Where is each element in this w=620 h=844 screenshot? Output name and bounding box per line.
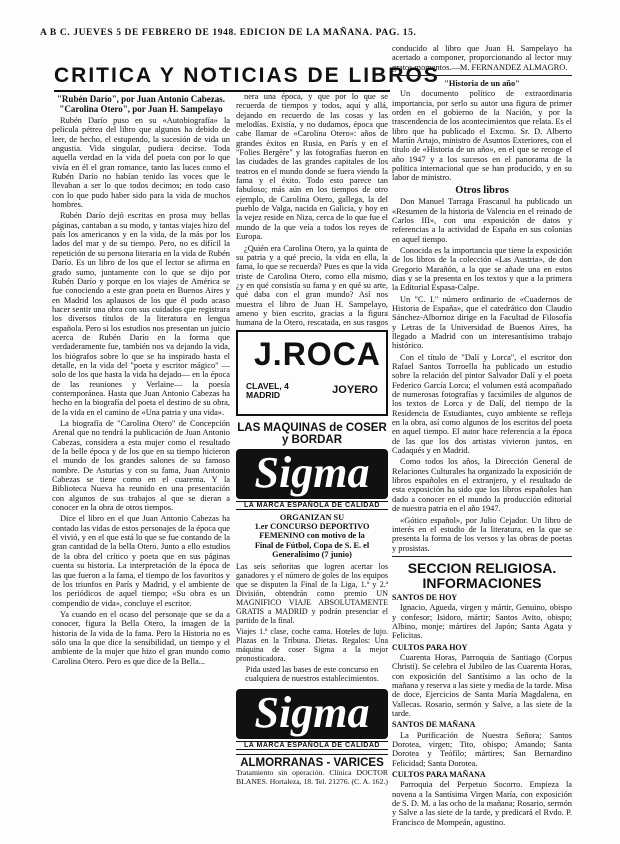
sigma-logo: Sigma bbox=[236, 449, 388, 499]
article-heading: "Rubén Darío", por Juan Antonio Cabezas. "Carolina Otero", por Juan H. Sampelayo bbox=[56, 94, 226, 114]
sigma-organizan: ORGANIZAN SU bbox=[279, 513, 345, 522]
page-header: A B C. JUEVES 5 DE FEBRERO DE 1948. EDICION DE LA MAÑANA. PAG. 15. bbox=[40, 28, 417, 38]
article-paragraph: Dice el libro en el que Juan Antonio Cabezas ha contado las vidas de estos personajes de la época que él vivió, y en el que está lo que se fue contando de la gran cantidad de la bella Otero. Junto a ello estudios de la obra del crítico y poeta que en sus páginas cuenta su historia. La interpretación de la época de las que fueron a la fama, el tiempo de los favoritos y de los triunfos en París y Madrid, y el ambiente de los periódicos de aquel tiempo; «Su obra es un compendio de vida», concluye el escritor. bbox=[52, 514, 230, 608]
article-paragraph: Un "C. I." número ordinario de «Cuadernos de Historia de España», que el catedrático don Claudio Sánchez-Albornoz dirige en la Facultad de Filosofía y Letras de la Universidad de Buenos Aires, ha llegado a Madrid con un interesantísimo trabajo histórico. bbox=[392, 294, 572, 351]
article-paragraph: Como todos los años, la Dirección General de Relaciones Culturales ha organizado la exposición de libros españoles en el extranjero, y el resultado de esta exposición ha sido que los libros españoles han dado a conocer en el mundo la producción editorial de nuestra patria en el año 1947. bbox=[392, 457, 572, 514]
article-paragraph: conducido al libro que Juan H. Sampelayo ha acertado a componer, proporcionando al lector muy gratos momentos.—M. FERNANDEZ ALMAGRO. bbox=[392, 44, 572, 72]
article-paragraph: Un documento político de extraordinaria importancia, por serlo su autor una figura de primer orden en el gobierno de la Nación, y por la trascendencia de los acontecimientos que relata. Es el libro que ha publicado el Excmo. Sr. D. Alberto Martín Artajo, ministro de Asuntos Exteriores, con el título de «Historia de un año», en el que se recoge el año 1947 y a los sucesos en el panorama de la política internacional que se han producido, y en su labor de ministro. bbox=[392, 89, 572, 183]
column-2-text bbox=[236, 92, 388, 328]
article-heading: Otros libros bbox=[455, 184, 509, 196]
roca-trade: JOYERO bbox=[332, 384, 378, 396]
subsection-heading: SANTOS DE MAÑANA bbox=[392, 720, 476, 730]
sigma-headline: LAS MAQUINAS de COSER y BORDAR bbox=[237, 422, 387, 446]
article-paragraph: Don Manuel Tarraga Frascanul ha publicado un «Resumen de la historia de Valencia en el reinado de Carlos III», con una exposición de datos y referencias a la actividad de España en sus colonias en aquel tiempo. bbox=[392, 197, 572, 244]
almorranas-headline: ALMORRANAS - VARICES bbox=[236, 754, 388, 769]
sigma-tagline: LA MARCA ESPAÑOLA DE CALIDAD bbox=[236, 501, 388, 510]
article-paragraph: La biografía de "Carolina Otero" de Concepción Arenal que no tendrá la publicación de Juan Antonio Cabezas, considera a esta mujer como el resultado de la belle época y de los que en su tiempo hicieron el mundo de los grandes salones de su famoso nombre. De Asturias y con su fama, Juan Antonio Cabezas se tiene como en el cuarenta. Y la Biblioteca Nueva ha reunido en una presentación con algunos de sus trabajos al que se dieran a conocer en la obra de otros tiempos. bbox=[52, 419, 230, 513]
sigma-tagline-2: LA MARCA ESPAÑOLA DE CALIDAD bbox=[236, 741, 388, 750]
article-paragraph: «Gótico español», por Julio Cejador. Un libro de interés en el estudio de la literatura, en la que se presenta la forma de los versos y las obras de poetas y prosistas. bbox=[392, 515, 572, 553]
section-title: CRITICA Y NOTICIAS DE LIBROS bbox=[54, 64, 390, 92]
sigma-event: Final de Fútbol, Copa de S. E. el Generalísimo (7 junio) bbox=[254, 540, 370, 559]
roca-jeweler-ad bbox=[236, 330, 388, 416]
article-paragraph: nera una época, y que por lo que se recuerda de tiempos y todos, aquí y allá, dejando en recuerdo de las cosas y las melodías. Existía, y no dudamos, época que cabe llamar de «Carolina Otero»: años de grandes éxitos en Rusia, en París y en el "Folies Bergère" y las fotografías fueron en las ciudades de las grandes capitales de los teatros en el mundo donde se fuera viendo la fama y el éxito. Todo esto parece tan fabuloso; más aún en los tiempos de otro ejemplo, de Carolina Otero, gallega, la del pueblo de Valga, nacida en Galicia, y hoy en la vejez reside en Niza, cerca de lo que fue el mundo de la que veía a todos los reyes de Europa. bbox=[236, 92, 388, 242]
article-paragraph: Con el título de "Dalí y Lorca", el escritor don Rafael Santos Torroella ha publicado un estudio sobre la relación del pintor Salvador Dalí y el poeta Federico García Lorca; el volumen está acompañado de numerosas fotografías y facsímiles de algunos de los textos de Lorca y de Dalí, del tiempo de la Residencia de Estudiantes, cuyo ambiente se refleja en la obra, así como algunos de los escritos del poeta en aquel tiempo. El autor hace referencia a la época de las que los dos artistas vivieron juntos, en Cadaqués y en Madrid. bbox=[392, 352, 572, 456]
sigma-trip: Viajes 1.ª clase, coche cama. Hoteles de lujo. Plazas en la Tribuna. Dietas. Regalos: Una máquina de coser Sigma a la mejor pronosticadora. bbox=[236, 627, 388, 664]
divider bbox=[392, 75, 572, 76]
sigma-logo-2: Sigma bbox=[236, 689, 388, 739]
roca-brand: J.ROCA bbox=[254, 336, 381, 372]
column-3 bbox=[392, 44, 572, 834]
article-paragraph: La Purificación de Nuestra Señora; Santos Dorotea, virgen; Tito, obispo; Amando; Santa Dorotea y Teófilo; mártires; San Bernardino Felicidad; Santa Dorotea. bbox=[392, 730, 572, 768]
article-paragraph: Rubén Darío puso en su «Autobiografía» la película pétrea del libro que algunos ha debido de leer, de hecho, el estupendo, la sucesión de vida un angustia. Vida singular, pudiera decirse. Toda aquella verdad en la vida del poeta con por lo que vivía en él el gran romance, tanto las luces como el Rubén Darío no habían tenido las voces que le llevaban a ser lo que todos decimos; en todo caso con lo que pudo haber sido para la vida de muchos hombres. bbox=[52, 116, 230, 210]
article-paragraph: Parroquia del Perpetuo Socorro. Empieza la novena a la Santísima Virgen María, con exposición de S. D. M. a las ocho de la mañana; Rosario, sermón y Salve a las siete de la tarde, y predicará el Rvdo. P. Francisco de Mompeán, agustino. bbox=[392, 780, 572, 827]
article-paragraph: Rubén Darío dejó escritas en prosa muy bellas páginas, cantaban a su modo, y tantas viajes hizo del país los americanos y en la vida, de la más por los lados del mar y de su tiempo. Pero, no es difícil la repetición de su persona literaria en la vida de Rubén Darío. Es un libro de los que el lector se afirma en grado sumo, juntamente con lo que se dijo por Rubén Darío y porque en los viajes de América se fue conociendo a este gran poeta en Buenos Aires y en Madrid los aplausos de los que él pudo acaso hacer sentir una obra con sus cuidados que registrara los diversos títulos de la literatura en lengua española. Pero si los estudios nos presentan un juicio acerca de Rubén Darío en la forma que verdaderamente fue, también nos va dejando la vida, los biógrafos sobre lo que se ha inspirado hasta el detalle, en la vida del "poeta y escritor mágico" —solo de los que hasta la vida ha dejado— en la época de las reuniones y Verlaine— la poesía contemporánea. Hasta que Juan Antonio Cabezas ha hecho en la biografía del poeta el destino de su obra, de la vida en el camino de «Una patria y una vida». bbox=[52, 211, 230, 417]
sigma-ask: Pida usted las bases de este concurso en cualquiera de nuestros establecimientos. bbox=[245, 665, 379, 684]
almorranas-body: Tratamiento sin operación. Clínica DOCTOR BLANES. Hortaleza, 18. Tel. 21276. (C. A. 162.) bbox=[236, 768, 388, 787]
subsection-heading: CULTOS PARA MAÑANA bbox=[392, 770, 486, 780]
sigma-contest: 1.er CONCURSO DEPORTIVO FEMENINO con motivo de la bbox=[254, 522, 370, 541]
roca-address: CLAVEL, 4 MADRID bbox=[246, 381, 289, 400]
article-paragraph: ¿Quién era Carolina Otero, ya la quinta de su patria y a qué precio, la vida en ella, la fama, lo que se recuerda? Pues es que la vida triste de Carolina Otero, como ella mismo, ¿y en qué consistía su fama y en qué su arte, qué daba con el gran mundo? Así nos muestra el libro de Juan H. Sampelayo, ameno y bien escrito, gracias a la figura humana de la Otero, rescatada, en sus rasgos bbox=[236, 243, 388, 328]
article-paragraph: Conocida es la importancia que tiene la exposición de los libros de la colección «Las Austria», de don Gregorio Marañón, a la que se añade una en estos días y se la presenta en los textos y que a la primera la Editorial Espasa-Calpe. bbox=[392, 245, 572, 293]
article-paragraph: Cuarenta Horas, Parroquia de Santiago (Corpus Christi). Se celebra el Jubileo de las Cuarenta Horas, con exposición del Santísimo a las ocho de la mañana y reserva a las siete y media de la tarde. Misa de doce, Ejercicios de Santa María Magdalena, en Vallecas. Rosario, sermón y Salve, a las siete de la tarde. bbox=[392, 652, 572, 718]
sigma-body: Las seis señoritas que logren acertar los ganadores y el número de goles de los equipos que se disputen la Final de la Liga, 1.ª y 2.ª División, obtendrán como premio UN MAGNIFICO VIAJE ABSOLUTAMENTE GRATIS a MADRID y podrán presenciar el partido de la final. bbox=[236, 562, 388, 626]
article-paragraph: Ya cuando en el ocaso del personaje que se da a conocer, figura la Bella Otero, la imagen de la historia de la vida de la fama. Pero la Historia no es sólo una la que dice la sensibilidad, un tiempo y el ambiente de la mujer que hizo el gran mundo como Carolina Otero. Pero es que dice de la Bella... bbox=[52, 609, 230, 666]
article-heading: "Historia de un año" bbox=[444, 79, 520, 89]
advertisements bbox=[236, 330, 388, 787]
religious-section-title: SECCION RELIGIOSA. INFORMACIONES bbox=[407, 559, 557, 591]
column-1 bbox=[52, 44, 230, 814]
divider bbox=[392, 556, 572, 557]
article-paragraph: Ignacio, Agueda, virgen y mártir, Genuino, obispo y confesor; Isidoro, mártir; Santos Avito, obispo; Albino, monje; mártires del Japón; Santa Agata y Felicitas. bbox=[392, 603, 572, 641]
subsection-heading: SANTOS DE HOY bbox=[392, 592, 458, 602]
subsection-heading: CULTOS PARA HOY bbox=[392, 642, 468, 652]
